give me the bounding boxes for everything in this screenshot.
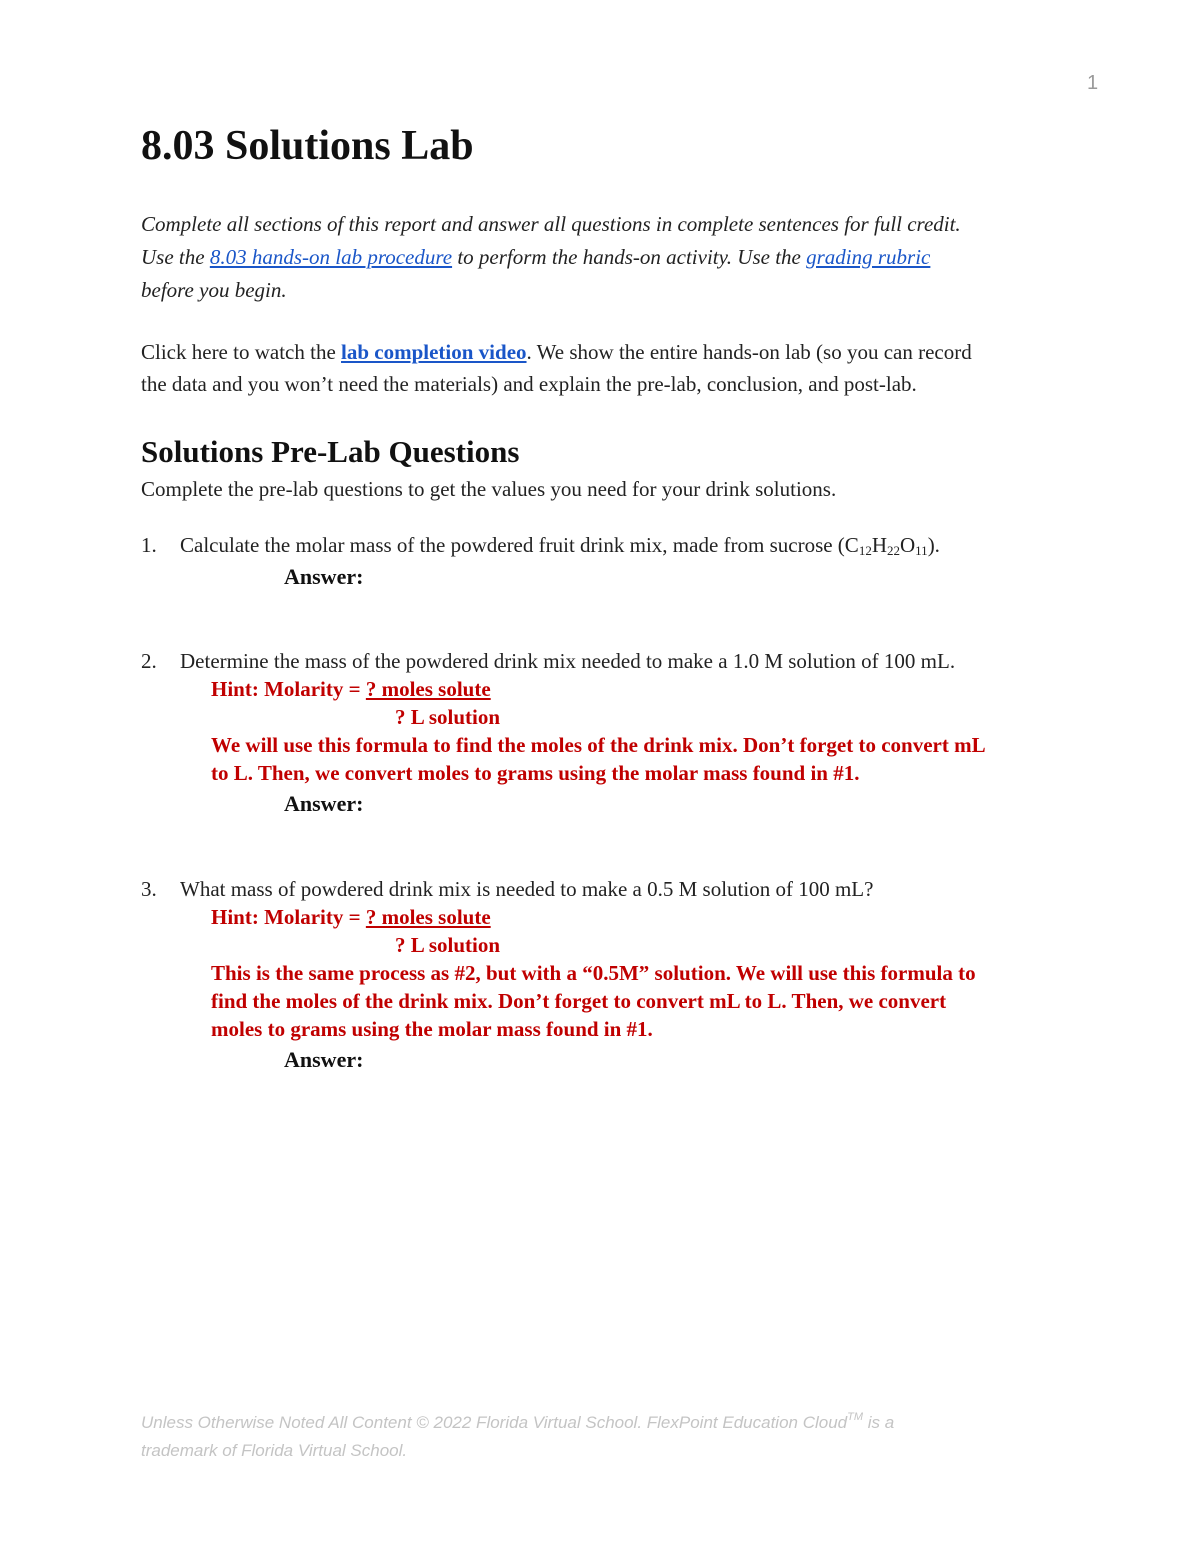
question-2-text: Determine the mass of the powdered drink mix needed to make a 1.0 M solution of 100 mL. bbox=[180, 649, 956, 673]
question-3-hint-line-1: This is the same process as #2, but with a “0.5M” solution. We will use this formula to bbox=[211, 961, 976, 985]
video-line-1 bbox=[141, 340, 972, 365]
question-3-hint-line-3: moles to grams using the molar mass found in #1. bbox=[211, 1017, 653, 1041]
question-3-hint-formula bbox=[211, 905, 491, 930]
question-2-hint-line-2: to L. Then, we convert moles to grams using the molar mass found in #1. bbox=[211, 761, 860, 785]
question-2-hint-line-1: We will use this formula to find the moles of the drink mix. Don’t forget to convert mL bbox=[211, 733, 986, 757]
page-number: 1 bbox=[1087, 72, 1099, 94]
footer-line-1 bbox=[141, 1413, 894, 1433]
question-2-hint-denominator: ? L solution bbox=[395, 705, 501, 729]
question-2-answer-label: Answer: bbox=[284, 791, 364, 816]
element-o: O bbox=[899, 533, 916, 557]
hint-label: Hint: Molarity = bbox=[211, 677, 366, 701]
question-2-number: 2. bbox=[141, 649, 157, 673]
question-3-hint-line-2: find the moles of the drink mix. Don’t forget to convert mL to L. Then, we convert bbox=[211, 989, 947, 1013]
video-text: . We show the entire hands-on lab (so you can record bbox=[526, 340, 972, 364]
intro-text: Use the bbox=[141, 245, 210, 269]
trademark-mark: TM bbox=[847, 1411, 864, 1423]
intro-line-2 bbox=[141, 245, 930, 270]
lab-procedure-link[interactable]: 8.03 hands-on lab procedure bbox=[209, 245, 453, 269]
question-3-text: What mass of powdered drink mix is needed to make a 0.5 M solution of 100 mL? bbox=[180, 877, 874, 901]
question-1-number: 1. bbox=[141, 533, 157, 557]
question-1-answer-label: Answer: bbox=[284, 564, 364, 589]
question-1-text bbox=[180, 533, 940, 558]
subscript: 22 bbox=[886, 543, 900, 558]
intro-line-3: before you begin. bbox=[141, 278, 287, 302]
prelab-subtitle: Complete the pre-lab questions to get the values you need for your drink solutions. bbox=[141, 477, 837, 501]
question-2-hint-formula bbox=[211, 677, 491, 702]
hint-numerator: ? moles solute bbox=[365, 905, 491, 929]
question-3-hint-denominator: ? L solution bbox=[395, 933, 501, 957]
footer-line-2: trademark of Florida Virtual School. bbox=[141, 1441, 408, 1460]
page-title: 8.03 Solutions Lab bbox=[141, 123, 474, 169]
question-3-answer-label: Answer: bbox=[284, 1047, 364, 1072]
intro-line-1: Complete all sections of this report and answer all questions in complete sentences for full credit. bbox=[141, 212, 961, 236]
video-line-2: the data and you won’t need the materials) and explain the pre-lab, conclusion, and post-lab. bbox=[141, 372, 917, 396]
footer-text: is a bbox=[863, 1413, 895, 1432]
hint-label: Hint: Molarity = bbox=[211, 905, 366, 929]
video-text: Click here to watch the bbox=[141, 340, 342, 364]
subscript: 11 bbox=[915, 543, 928, 558]
question-3-number: 3. bbox=[141, 877, 157, 901]
prelab-heading: Solutions Pre-Lab Questions bbox=[141, 434, 520, 469]
element-h: H bbox=[871, 533, 887, 557]
hint-numerator: ? moles solute bbox=[365, 677, 491, 701]
footer-text: Unless Otherwise Noted All Content © 2022 Florida Virtual School. FlexPoint Education Cloud bbox=[141, 1413, 848, 1432]
lab-completion-video-link[interactable]: lab completion video bbox=[341, 340, 527, 364]
subscript: 12 bbox=[858, 543, 872, 558]
question-1-text-b: ). bbox=[927, 533, 940, 557]
intro-text: to perform the hands-on activity. Use the bbox=[452, 245, 807, 269]
question-1-text-a: Calculate the molar mass of the powdered fruit drink mix, made from sucrose (C bbox=[180, 533, 859, 557]
grading-rubric-link[interactable]: grading rubric bbox=[806, 245, 931, 269]
